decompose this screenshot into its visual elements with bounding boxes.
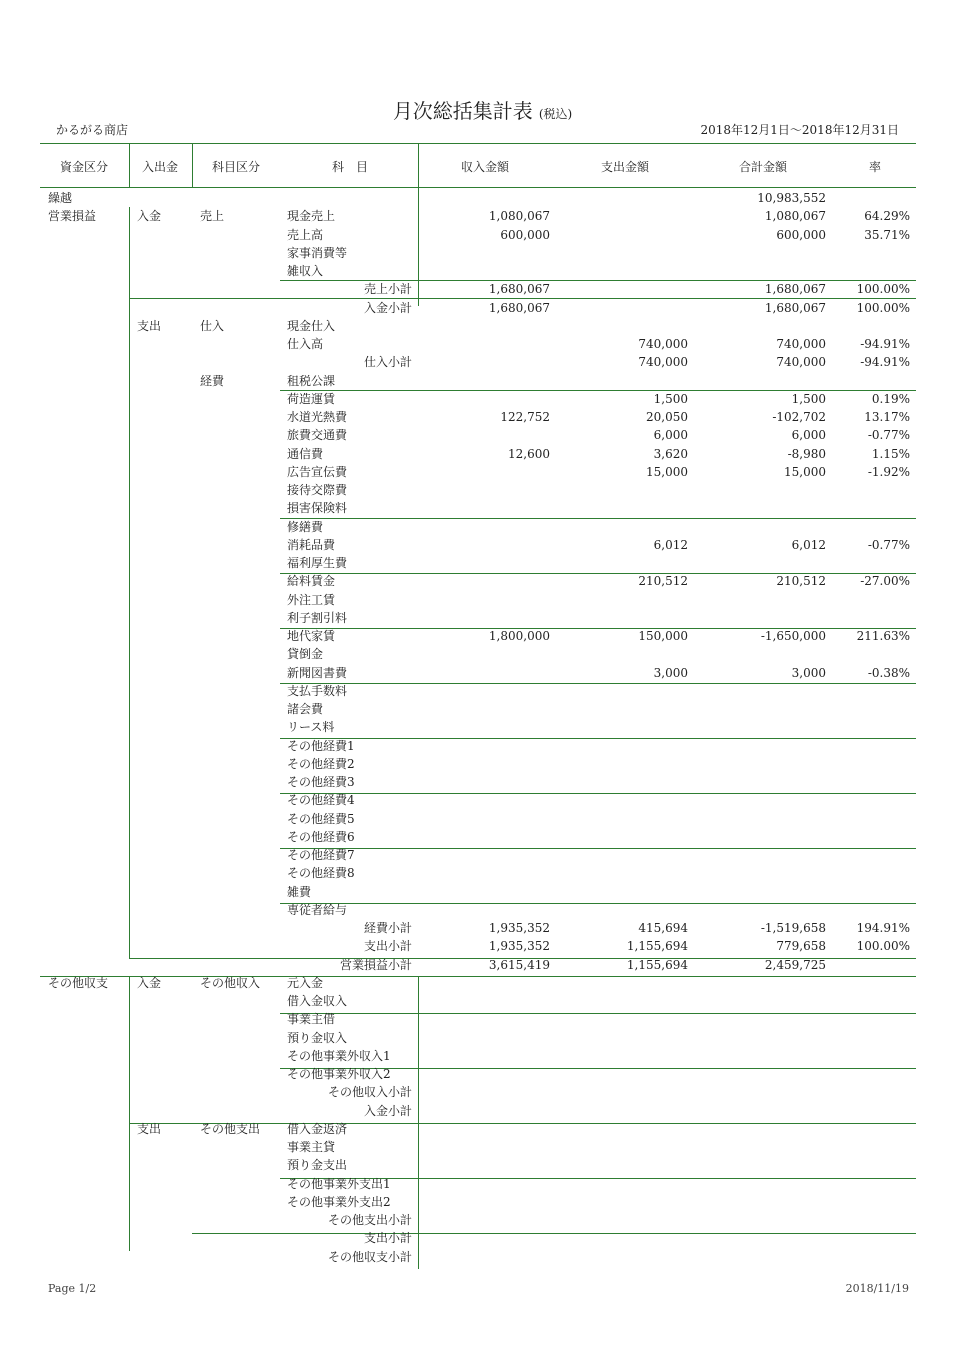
header-top-rule <box>40 143 916 144</box>
total-cell: 15,000 <box>784 464 826 479</box>
subject-cell: 広告宣伝費 <box>287 464 348 479</box>
subject-cell: その他経費6 <box>287 829 355 844</box>
subtotal-label-cell: その他支出小計 <box>327 1213 412 1227</box>
income-cell: 600,000 <box>500 227 550 242</box>
subject-cell: その他経費5 <box>287 811 355 826</box>
category-cell: その他収支 <box>48 975 109 990</box>
table-row <box>44 974 916 992</box>
subject-cell: 借入金返済 <box>287 1121 348 1136</box>
subject-cell: その他事業外支出1 <box>287 1176 391 1191</box>
total-cell: 10,983,552 <box>757 191 826 205</box>
table-row <box>44 244 916 262</box>
subject-cell: 元入金 <box>287 975 324 990</box>
table-row <box>44 627 916 645</box>
subject-cell: 旅費交通費 <box>287 428 348 443</box>
subject-cell: 損害保険料 <box>287 501 348 516</box>
total-cell: -1,650,000 <box>760 629 826 643</box>
subject-cell: その他経費2 <box>287 756 355 771</box>
table-row <box>44 883 916 901</box>
company-name: かるがる商店 <box>56 123 129 137</box>
table-row <box>44 1138 916 1156</box>
report-period: 2018年12月1日～2018年12月31日 <box>700 123 899 137</box>
subject-cell: 支払手数料 <box>287 683 348 698</box>
total-cell: 600,000 <box>776 227 826 242</box>
subject-cell: 荷造運賃 <box>287 391 336 406</box>
expense-cell: 6,000 <box>653 428 688 443</box>
rate-cell: -94.91% <box>860 355 910 370</box>
table-row <box>44 207 916 225</box>
subject-cell: その他事業外支出2 <box>287 1194 391 1209</box>
table-row <box>44 682 916 700</box>
total-cell: 6,012 <box>791 537 826 552</box>
tax-note: (税込) <box>538 107 573 121</box>
rate-cell: 1.15% <box>871 446 910 461</box>
table-row <box>44 317 916 335</box>
subject-cell: 家事消費等 <box>287 245 348 260</box>
page-number: Page 1/2 <box>48 1282 97 1295</box>
total-cell: 1,680,067 <box>764 282 826 297</box>
table-row <box>44 353 916 371</box>
income-cell: 12,600 <box>508 446 550 461</box>
expense-cell: 1,155,694 <box>626 957 688 972</box>
subject-class-cell: 仕入 <box>200 318 225 333</box>
table-row <box>44 1193 916 1211</box>
rate-cell: -0.77% <box>867 428 910 443</box>
income-cell: 1,935,352 <box>488 921 550 935</box>
category-cell: 営業損益 <box>48 209 97 224</box>
table-row <box>44 700 916 718</box>
income-cell: 1,800,000 <box>488 629 550 643</box>
header-subject-class: 科目区分 <box>211 160 260 174</box>
expense-cell: 1,500 <box>653 391 688 406</box>
subtotal-label-cell: 売上小計 <box>363 282 412 297</box>
table-row <box>44 1156 916 1174</box>
subject-cell: 貸倒金 <box>287 647 324 662</box>
subject-cell: その他事業外収入2 <box>287 1067 391 1081</box>
table-row <box>44 1029 916 1047</box>
table-row <box>44 445 916 463</box>
table-row <box>44 1229 916 1247</box>
table-row <box>44 518 916 536</box>
table-row <box>44 901 916 919</box>
total-cell: -8,980 <box>787 446 826 461</box>
table-row <box>44 773 916 791</box>
expense-cell: 150,000 <box>638 629 688 643</box>
subject-cell: 借入金収入 <box>287 994 348 1008</box>
subject-class-cell: その他収入 <box>200 975 261 990</box>
table-row <box>44 335 916 353</box>
in-out-cell: 支出 <box>137 1121 162 1136</box>
table-row <box>44 1175 916 1193</box>
table-row <box>44 390 916 408</box>
table-row <box>44 1102 916 1120</box>
subject-cell: 事業主貸 <box>287 1140 336 1154</box>
total-cell: 1,500 <box>791 391 826 406</box>
subject-cell: 預り金支出 <box>287 1158 348 1173</box>
table-row <box>44 846 916 864</box>
expense-cell: 1,155,694 <box>626 939 688 954</box>
table-row <box>44 426 916 444</box>
expense-cell: 740,000 <box>638 337 688 351</box>
in-out-cell: 入金 <box>137 975 162 990</box>
rate-cell: -0.38% <box>867 665 910 680</box>
total-cell: 740,000 <box>776 355 826 370</box>
header-divider <box>129 143 130 188</box>
in-out-cell: 支出 <box>137 318 162 333</box>
table-row <box>44 262 916 280</box>
table-row <box>44 864 916 882</box>
subtotal-label-cell: 入金小計 <box>363 1103 412 1118</box>
table-row <box>44 536 916 554</box>
subtotal-label-cell: その他収入小計 <box>327 1085 412 1100</box>
total-cell: 3,000 <box>791 665 826 680</box>
header-bottom-rule <box>40 187 916 188</box>
table-row <box>44 1065 916 1083</box>
total-cell: 6,000 <box>791 428 826 443</box>
subtotal-label-cell: 経費小計 <box>363 921 412 935</box>
total-cell: 1,080,067 <box>764 209 826 224</box>
total-cell: -1,519,658 <box>760 921 826 935</box>
rate-cell: -94.91% <box>860 337 910 351</box>
subject-cell: 給料賃金 <box>287 574 336 589</box>
subject-cell: 外注工賃 <box>287 592 336 607</box>
table-row <box>44 226 916 244</box>
table-row <box>44 737 916 755</box>
table-row <box>44 956 916 974</box>
rate-cell: 194.91% <box>856 921 910 935</box>
subject-class-cell: 経費 <box>200 373 225 388</box>
table-row <box>44 1211 916 1229</box>
subject-cell: その他経費3 <box>287 775 355 789</box>
expense-cell: 6,012 <box>653 537 688 552</box>
subject-class-cell: その他支出 <box>200 1121 261 1136</box>
subject-cell: その他経費1 <box>287 738 355 753</box>
income-cell: 3,615,419 <box>488 957 550 972</box>
subtotal-label-cell: その他収支小計 <box>327 1249 412 1264</box>
subject-class-cell: 売上 <box>200 209 225 224</box>
rate-cell: 211.63% <box>856 629 910 643</box>
subject-cell: 専従者給与 <box>287 902 348 917</box>
table-row <box>44 937 916 955</box>
rate-cell: -1.92% <box>867 464 910 479</box>
table-row <box>44 280 916 298</box>
table-row <box>44 791 916 809</box>
header-rate: 率 <box>868 160 881 174</box>
in-out-cell: 入金 <box>137 209 162 224</box>
header-expense: 支出金額 <box>600 160 649 174</box>
subject-cell: 現金売上 <box>287 209 336 224</box>
income-cell: 1,935,352 <box>488 939 550 954</box>
table-row <box>44 718 916 736</box>
subject-cell: その他経費4 <box>287 793 355 808</box>
income-cell: 1,680,067 <box>488 300 550 315</box>
subject-cell: 新聞図書費 <box>287 665 348 680</box>
table-row <box>44 755 916 773</box>
table-row <box>44 919 916 937</box>
subtotal-label-cell: 仕入小計 <box>363 355 412 370</box>
subject-cell: 福利厚生費 <box>287 556 348 570</box>
expense-cell: 3,620 <box>653 446 688 461</box>
subject-cell: その他事業外収入1 <box>287 1048 391 1063</box>
table-row <box>44 1120 916 1138</box>
income-cell: 1,680,067 <box>488 282 550 297</box>
rate-cell: 13.17% <box>864 410 910 424</box>
rate-cell: 100.00% <box>856 300 910 315</box>
table-row <box>44 1010 916 1028</box>
table-row <box>44 591 916 609</box>
expense-cell: 15,000 <box>646 464 688 479</box>
table-row <box>44 664 916 682</box>
subject-cell: 現金仕入 <box>287 318 336 333</box>
category-cell: 繰越 <box>48 191 73 205</box>
table-row <box>44 645 916 663</box>
table-row <box>44 554 916 572</box>
subject-cell: その他経費8 <box>287 866 355 881</box>
table-row <box>44 481 916 499</box>
table-row <box>44 299 916 317</box>
rate-cell: 0.19% <box>871 391 910 406</box>
subject-cell: 地代家賃 <box>287 629 336 643</box>
header-divider <box>418 143 419 188</box>
report-title <box>0 95 965 124</box>
table-row <box>44 810 916 828</box>
table-row <box>44 992 916 1010</box>
header-divider <box>192 143 193 188</box>
table-row <box>44 572 916 590</box>
total-cell: 779,658 <box>776 939 826 954</box>
subtotal-label-cell: 支出小計 <box>363 939 412 954</box>
subject-cell: 事業主借 <box>287 1012 336 1027</box>
print-date: 2018/11/19 <box>845 1282 909 1295</box>
rate-cell: 100.00% <box>856 939 910 954</box>
header-category: 資金区分 <box>59 160 108 174</box>
table-row <box>44 828 916 846</box>
subject-cell: その他経費7 <box>287 848 355 862</box>
total-cell: -102,702 <box>772 410 826 424</box>
expense-cell: 20,050 <box>646 410 688 424</box>
table-row <box>44 609 916 627</box>
income-cell: 122,752 <box>500 410 550 424</box>
subtotal-label-cell: 入金小計 <box>363 300 412 315</box>
subject-cell: 接待交際費 <box>287 483 348 497</box>
title-text: 月次総括集計表 <box>392 99 533 123</box>
total-cell: 1,680,067 <box>764 300 826 315</box>
rate-cell: 100.00% <box>856 282 910 297</box>
subject-cell: 修繕費 <box>287 519 324 534</box>
expense-cell: 210,512 <box>638 574 688 589</box>
rate-cell: 64.29% <box>864 209 910 224</box>
rate-cell: -0.77% <box>867 537 910 552</box>
subtotal-label-cell: 営業損益小計 <box>339 957 412 972</box>
expense-cell: 740,000 <box>638 355 688 370</box>
table-row <box>44 372 916 390</box>
subject-cell: 水道光熱費 <box>287 410 348 424</box>
table-row <box>44 1083 916 1101</box>
header-subject: 科 目 <box>331 160 368 174</box>
header-in-out: 入出金 <box>141 160 178 174</box>
subtotal-label-cell: 支出小計 <box>363 1231 412 1246</box>
table-row <box>44 1047 916 1065</box>
subject-cell: 租税公課 <box>287 373 336 388</box>
subject-cell: 通信費 <box>287 446 324 461</box>
subject-cell: 雑収入 <box>287 264 324 278</box>
table-row <box>44 1248 916 1266</box>
table-row <box>44 408 916 426</box>
subject-cell: 諸会費 <box>287 702 324 716</box>
expense-cell: 3,000 <box>653 665 688 680</box>
header-income: 収入金額 <box>460 160 509 174</box>
total-cell: 740,000 <box>776 337 826 351</box>
rate-cell: 35.71% <box>864 227 910 242</box>
subject-cell: リース料 <box>287 720 335 735</box>
subject-cell: 消耗品費 <box>287 537 336 552</box>
subject-cell: 売上高 <box>287 227 324 242</box>
total-cell: 2,459,725 <box>764 957 826 972</box>
rate-cell: -27.00% <box>860 574 910 589</box>
income-cell: 1,080,067 <box>488 209 550 224</box>
table-row <box>44 463 916 481</box>
subject-cell: 仕入高 <box>287 337 324 351</box>
header-total: 合計金額 <box>738 160 787 174</box>
table-row <box>44 499 916 517</box>
total-cell: 210,512 <box>776 574 826 589</box>
subject-cell: 利子割引料 <box>287 610 348 625</box>
expense-cell: 415,694 <box>638 921 688 935</box>
subject-cell: 雑費 <box>287 884 312 899</box>
subject-cell: 預り金収入 <box>287 1030 348 1045</box>
table-row <box>44 189 916 207</box>
